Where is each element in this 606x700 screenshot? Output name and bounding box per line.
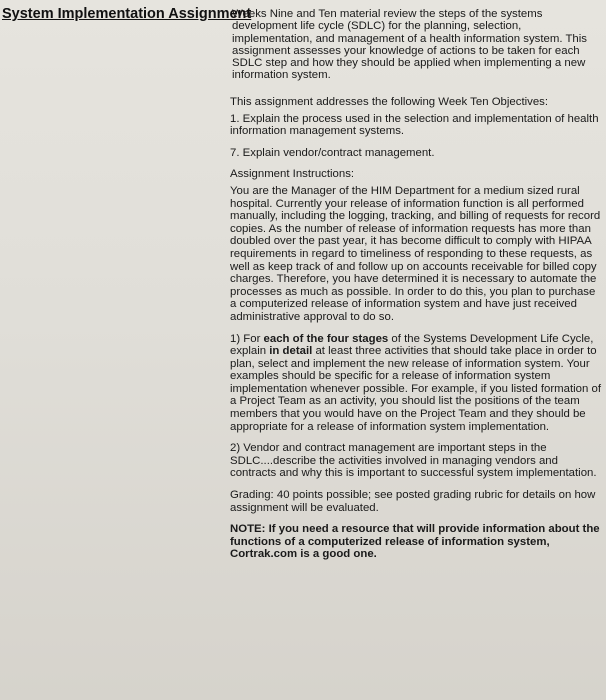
note-paragraph — [230, 523, 602, 561]
body-column — [230, 96, 602, 570]
note-text: If you need a resource that will provide information about the functions of a computerized release of information system, Cortrak.com is a good one. — [230, 523, 600, 561]
grading-paragraph: Grading: 40 points possible; see posted grading rubric for details on how assignment will be evaluated. — [230, 489, 596, 514]
q1-text-b: of the Systems Development Life Cycle, explain — [230, 332, 594, 358]
question-1 — [230, 333, 602, 434]
q1-bold-stages: each of the four stages — [263, 332, 389, 345]
scenario-paragraph: You are the Manager of the HIM Department for a medium sized rural hospital. Currently your release of information function is all performed manually, including the logging, tracking, and billing of requests for record copies. As the number of release of information requests has more than doubled over the past year, it has become difficult to comply with HIPAA requirements in regard to timeliness of responding to these requests, as well as keep track of and follow up on accounts receivable for billed copy charges. Therefore, you have determined it is necessary to automate the processes as much as possible. In order to do this, you plan to purchase a computerized release of information system and have just received administrative approval to do so. — [230, 184, 601, 323]
q1-text-c: at least three activities that should take place in order to plan, select and implement the new release of information system. Your examples should be specific for a release of information system implementation whenever possible. For example, if you listed formation of a Project Team as an activity, you should list the positions of the team members that you would have on the Project Team and they should be appropriate for a release of information system implementation. — [230, 345, 602, 433]
note-label: NOTE: — [230, 523, 269, 536]
q1-text-a: 1) For — [230, 332, 264, 345]
q1-bold-detail: in detail — [269, 345, 313, 358]
assignment-title: System Implementation Assignment — [2, 6, 252, 22]
instructions-heading: Assignment Instructions: — [230, 168, 355, 181]
objective-7: 7. Explain vendor/contract management. — [230, 146, 435, 159]
intro-paragraph: Weeks Nine and Ten material review the steps of the systems development life cycle (SDLC) for the planning, selection, implementation, and management of a health information system. This assignment assesses your knowledge of actions to be taken for each SDLC step and how they should be applied when implementing a new information system. — [232, 8, 587, 82]
objective-1: 1. Explain the process used in the selection and implementation of health information management systems. — [230, 112, 599, 138]
question-2: 2) Vendor and contract management are important steps in the SDLC....describe the activities involved in managing vendors and contracts and why this is important to successful system implementation. — [230, 442, 597, 480]
objectives-intro: This assignment addresses the following Week Ten Objectives: — [230, 96, 549, 108]
